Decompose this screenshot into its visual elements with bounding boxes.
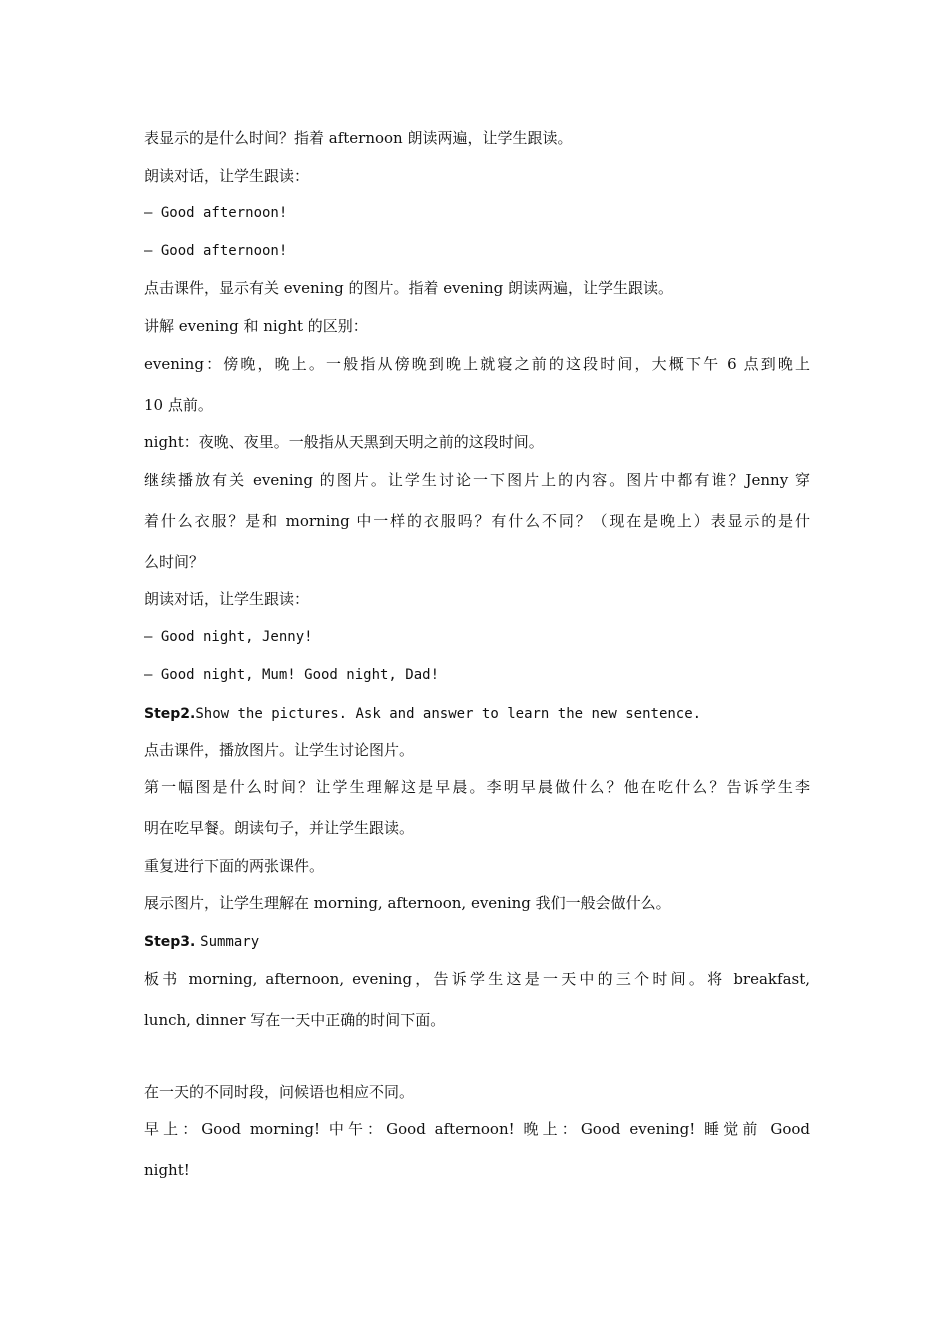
- step-text: Summary: [200, 934, 260, 950]
- paragraph-line: 展示图片，让学生理解在 morning, afternoon, evening 我们一般会做什么。: [144, 894, 671, 912]
- step-heading: [144, 703, 810, 724]
- paragraph-line: 讲解 evening 和 night 的区别：: [144, 317, 368, 335]
- paragraph-line: lunch, dinner 写在一天中正确的时间下面。: [144, 1011, 446, 1029]
- paragraph-line: 朗读对话，让学生跟读：: [144, 590, 310, 608]
- dialogue-line: — Good afternoon!: [144, 243, 288, 259]
- dialogue-line: — Good night, Mum! Good night, Dad!: [144, 667, 440, 683]
- paragraph-line: 10 点前。: [144, 396, 213, 414]
- paragraph-line: 朗读对话，让学生跟读：: [144, 167, 310, 185]
- paragraph-line: evening：傍晚，晚上。一般指从傍晚到晚上就寝之前的这段时间，大概下午 6 点到晚上: [144, 355, 810, 373]
- step-label: Step2.: [144, 706, 196, 722]
- step-label: Step3.: [144, 934, 196, 950]
- paragraph-line: 在一天的不同时段，问候语也相应不同。: [144, 1083, 415, 1101]
- paragraph-line: 早上：Good morning! 中午：Good afternoon! 晚上：Good evening! 睡觉前 Good: [144, 1120, 810, 1138]
- paragraph-line: 明在吃早餐。朗读句子，并让学生跟读。: [144, 819, 415, 837]
- paragraph-line: 着什么衣服？是和 morning 中一样的衣服吗？有什么不同？（现在是晚上）表显示的是什: [144, 512, 810, 530]
- paragraph-line: 么时间？: [144, 553, 205, 571]
- paragraph-line: 重复进行下面的两张课件。: [144, 857, 325, 875]
- paragraph-line: 点击课件，播放图片。让学生讨论图片。: [144, 741, 415, 759]
- paragraph-line: night!: [144, 1161, 190, 1179]
- step-text: Show the pictures. Ask and answer to learn the new sentence.: [195, 706, 702, 722]
- paragraph-line: 板书 morning, afternoon, evening，告诉学生这是一天中的三个时间。将 breakfast,: [144, 970, 810, 988]
- paragraph-line: 继续播放有关 evening 的图片。让学生讨论一下图片上的内容。图片中都有谁？Jenny 穿: [144, 471, 810, 489]
- dialogue-line: — Good afternoon!: [144, 205, 288, 221]
- paragraph-line: 第一幅图是什么时间？让学生理解这是早晨。李明早晨做什么？他在吃什么？告诉学生李: [144, 778, 810, 796]
- paragraph-line: 表显示的是什么时间？指着 afternoon 朗读两遍，让学生跟读。: [144, 129, 573, 147]
- paragraph-line: 点击课件，显示有关 evening 的图片。指着 evening 朗读两遍，让学生跟读。: [144, 279, 673, 297]
- dialogue-line: — Good night, Jenny!: [144, 629, 313, 645]
- step-heading: [144, 931, 810, 952]
- paragraph-line: night：夜晚、夜里。一般指从天黑到天明之前的这段时间。: [144, 433, 544, 451]
